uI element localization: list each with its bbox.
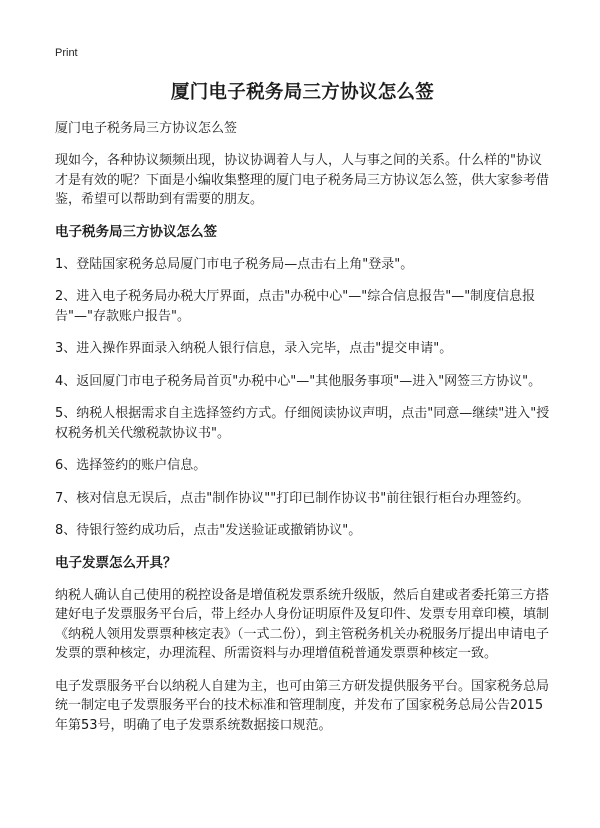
step-item: 3、进入操作界面录入纳税人银行信息，录入完毕，点击"提交申请"。 bbox=[55, 341, 453, 356]
step-item: 4、返回厦门市电子税务局首页"办税中心"—"其他服务事项"—进入"网签三方协议"。 bbox=[55, 373, 542, 389]
step-item: 8、待银行签约成功后，点击"发送验证或撤销协议"。 bbox=[55, 523, 362, 538]
section-heading-invoice: 电子发票怎么开具？ bbox=[55, 554, 177, 571]
subtitle: 厦门电子税务局三方协议怎么签 bbox=[55, 121, 238, 136]
document-body bbox=[55, 80, 550, 748]
section-heading-agreement: 电子税务局三方协议怎么签 bbox=[55, 223, 217, 240]
step-item: 7、核对信息无误后，点击"制作协议""打印已制作协议书"前往银行柜台办理签约。 bbox=[55, 490, 530, 506]
invoice-paragraph: 电子发票服务平台以纳税人自建为主，也可由第三方研发提供服务平台。国家税务总局统一制定电子发票服务平台的技术标准和管理制度，并发布了国家税务总局公告2015年第53号，明确了电子发票系统数据接口规范。 bbox=[55, 678, 550, 733]
intro-paragraph: 现如今，各种协议频频出现，协议协调着人与人，人与事之间的关系。什么样的"协议才是有效的呢？下面是小编收集整理的厦门电子税务局三方协议怎么签，供大家参考借鉴，希望可以帮助到有需要的朋友。 bbox=[55, 153, 550, 207]
step-item: 6、选择签约的账户信息。 bbox=[55, 458, 207, 473]
step-item: 2、进入电子税务局办税大厅界面，点击"办税中心"—"综合信息报告"—"制度信息报告"—"存款账户报告"。 bbox=[55, 289, 536, 324]
step-item: 1、登陆国家税务总局厦门市电子税务局—点击右上角"登录"。 bbox=[55, 256, 414, 272]
step-item: 5、纳税人根据需求自主选择签约方式。仔细阅读协议声明，点击"同意—继续"进入"授权税务机关代缴税款协议书"。 bbox=[55, 406, 550, 441]
invoice-paragraph: 纳税人确认自己使用的税控设备是增值税发票系统升级版，然后自建或者委托第三方搭建好电子发票服务平台后，带上经办人身份证明原件及复印件、发票专用章印模，填制《纳税人领用发票票种核定表》（一式二份），到主管税务机关办税服务厅提出申请电子发票的票种核定，办理流程、所需资料与办理增值税普通发票票种核定一致。 bbox=[55, 587, 550, 661]
print-link[interactable]: Print bbox=[55, 47, 78, 59]
page-title: 厦门电子税务局三方协议怎么签 bbox=[170, 82, 435, 103]
